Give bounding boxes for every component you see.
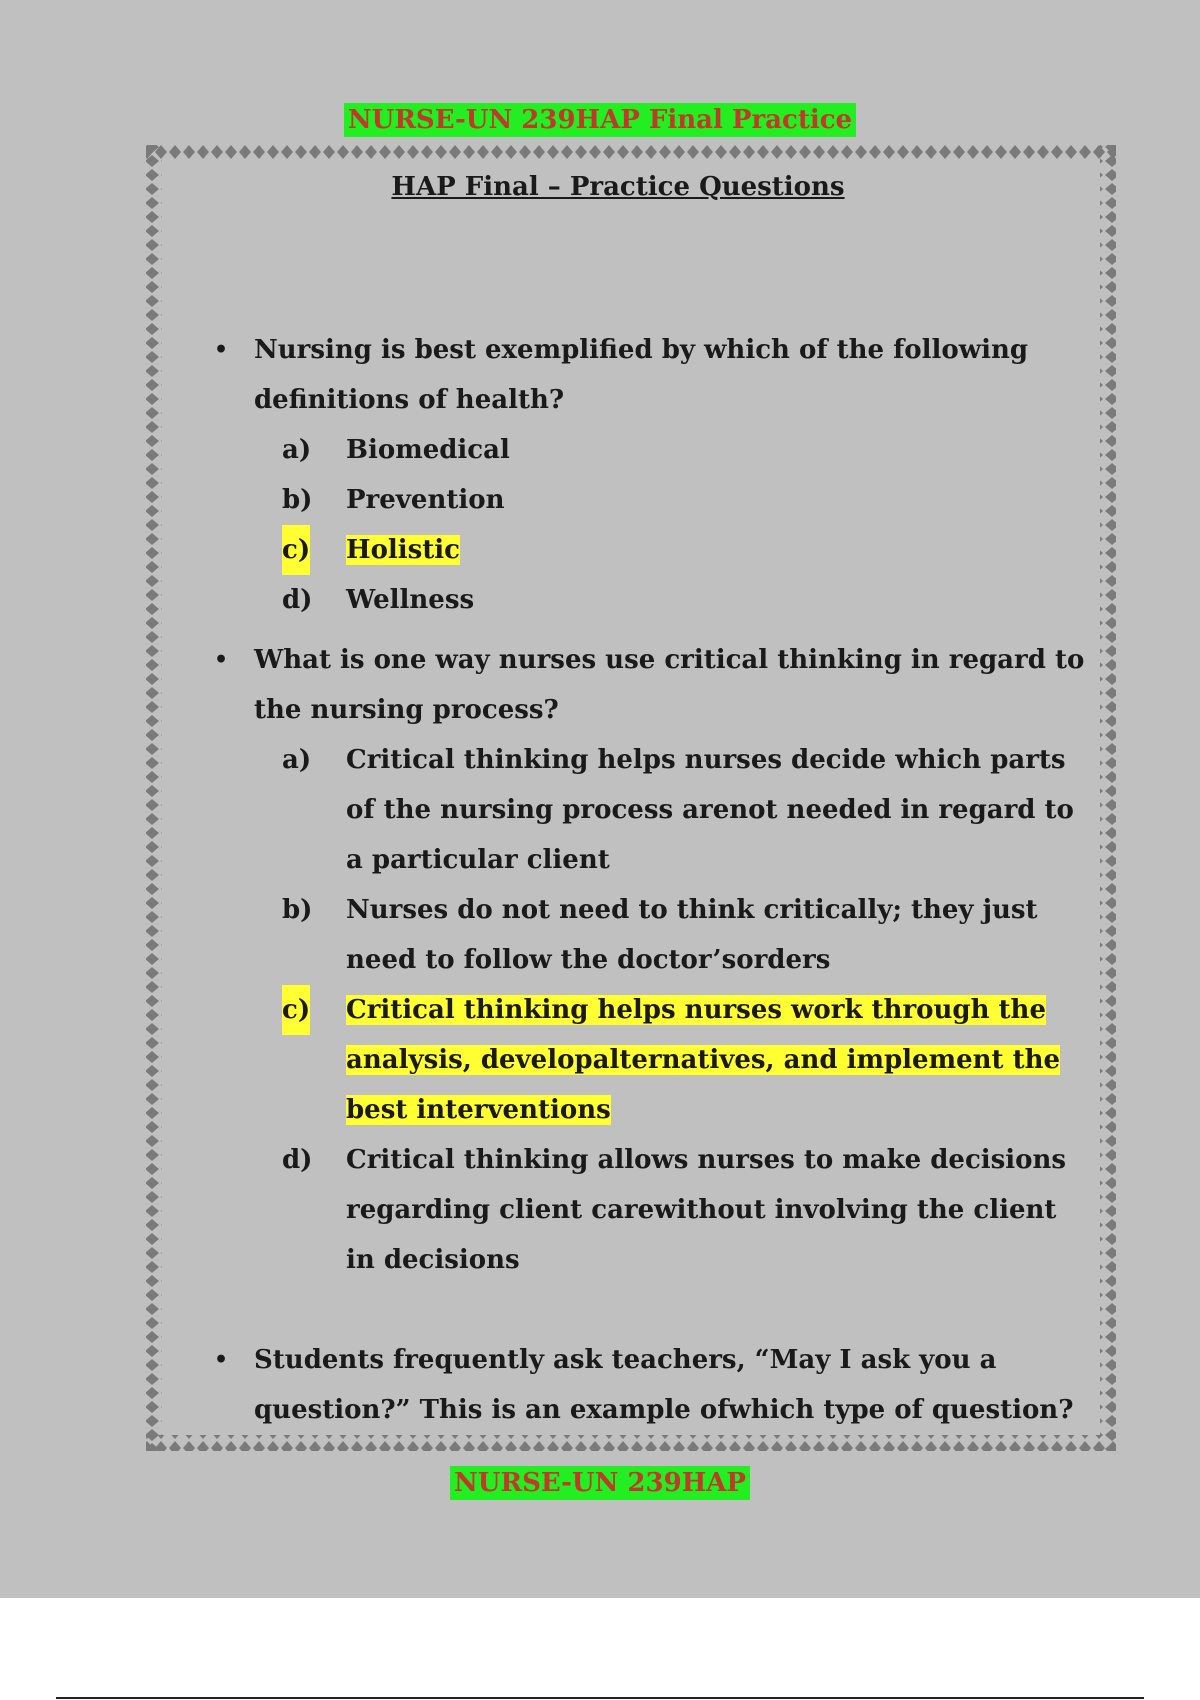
divider [56, 1697, 1144, 1699]
option-list [254, 425, 1094, 625]
option-list [254, 735, 1094, 1285]
question-1 [214, 325, 1094, 625]
question-text: Students frequently ask teachers, “May I ask you a question?” This is an example ofwhich type of question? [254, 1345, 1074, 1425]
option-b [282, 475, 1094, 525]
option-text: Nurses do not need to think critically; they just need to follow the doctor’sorders [346, 895, 1038, 975]
option-letter: d) [282, 1145, 313, 1175]
question-3 [214, 1335, 1094, 1435]
bullet-icon: • [214, 647, 229, 673]
option-text: Critical thinking helps nurses decide which parts of the nursing process arenot needed in regard to a particular client [346, 745, 1074, 875]
question-list [214, 325, 1094, 1435]
option-letter: b) [282, 895, 313, 925]
option-letter: a) [282, 745, 312, 775]
footer-label-text: NURSE-UN 239HAP [450, 1466, 750, 1500]
option-d [282, 1135, 1094, 1285]
option-c-correct [282, 985, 1094, 1135]
option-letter: a) [282, 435, 312, 465]
option-text: Wellness [346, 585, 475, 615]
option-text-highlighted: Holistic [346, 535, 461, 565]
option-d [282, 575, 1094, 625]
question-2 [214, 635, 1094, 1285]
option-b [282, 885, 1094, 985]
option-letter: d) [282, 585, 313, 615]
option-c-correct [282, 525, 1094, 575]
footer-label [0, 1468, 1200, 1498]
option-text-highlighted: Critical thinking helps nurses work through the analysis, developalternatives, and implement the best interventions [346, 995, 1061, 1125]
option-text: Biomedical [346, 435, 510, 465]
header-label-text: NURSE-UN 239HAP Final Practice [344, 103, 856, 137]
option-letter: b) [282, 485, 313, 515]
option-letter: c) [282, 525, 310, 575]
question-text: What is one way nurses use critical thinking in regard to the nursing process? [254, 645, 1085, 725]
document-title: HAP Final – Practice Questions [391, 172, 845, 202]
option-text: Prevention [346, 485, 505, 515]
question-text: Nursing is best exemplified by which of the following definitions of health? [254, 335, 1029, 415]
option-a [282, 735, 1094, 885]
bullet-icon: • [214, 337, 229, 363]
option-text: Critical thinking allows nurses to make decisions regarding client carewithout involving the client in decisions [346, 1145, 1067, 1275]
option-letter: c) [282, 985, 310, 1035]
option-a [282, 425, 1094, 475]
bullet-icon: • [214, 1347, 229, 1373]
